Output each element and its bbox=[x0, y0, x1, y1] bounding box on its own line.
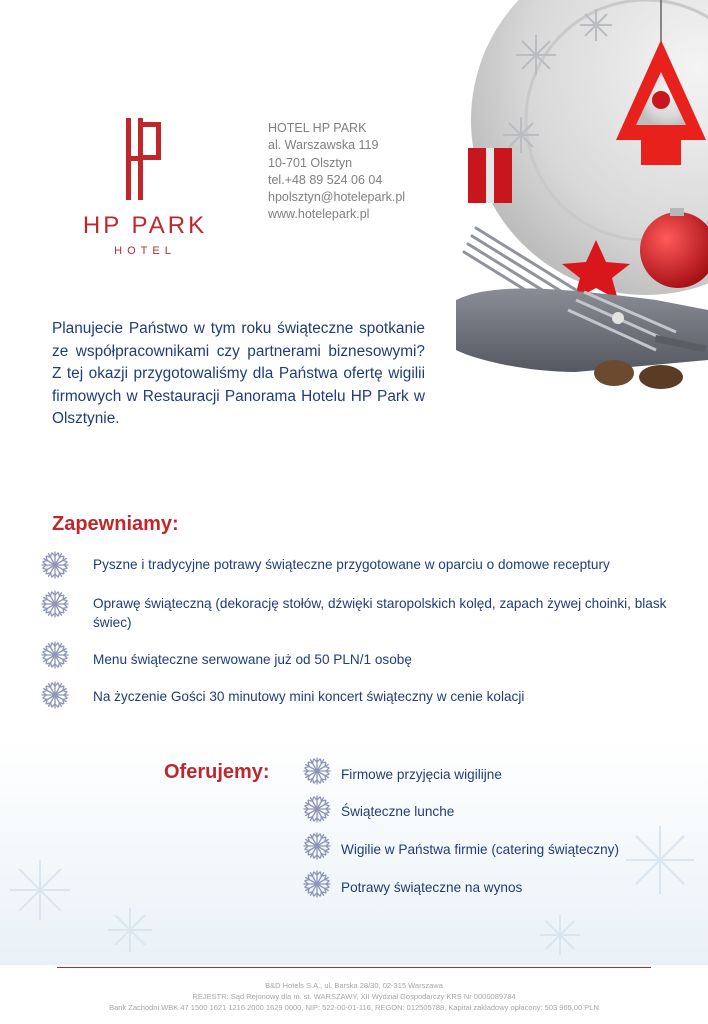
logo-brand-text: HP PARK bbox=[82, 212, 208, 239]
company-footer bbox=[0, 980, 708, 1013]
contact-hotel-name: HOTEL HP PARK bbox=[268, 121, 367, 135]
contact-website-link[interactable]: www.hotelepark.pl bbox=[268, 207, 370, 222]
footer-divider bbox=[57, 967, 651, 968]
snowflake-bullet-icon bbox=[40, 589, 70, 619]
zapewniamy-heading: Zapewniamy: bbox=[52, 513, 179, 535]
zapewniamy-item: Na życzenie Gości 30 minutowy mini koncert świąteczny w cenie kolacji bbox=[93, 689, 525, 704]
snowflake-bullet-icon bbox=[302, 831, 332, 861]
snowflake-bullet-icon bbox=[40, 550, 70, 580]
oferujemy-item: Wigilie w Państwa firmie (catering świąteczny) bbox=[341, 842, 619, 857]
contact-street: al. Warszawska 119 bbox=[268, 138, 379, 153]
snowflake-bullet-icon bbox=[302, 756, 332, 786]
footer-bank: Bank Zachodni WBK 47 1500 1621 1216 2000 1629 0000, NIP: 522-00-01-116, REGON: 012505788, Kapitał zakładowy opłacony: 503 965,00 PLN bbox=[109, 1003, 599, 1012]
snowflake-bullet-icon bbox=[302, 869, 332, 899]
zapewniamy-item: Menu świąteczne serwowane już od 50 PLN/1 osobę bbox=[93, 652, 412, 667]
intro-paragraph: Planujecie Państwo w tym roku świąteczne spotkanie ze współpracownikami czy partnerami biznesowymi? Z tej okazji przygotowaliśmy dla Państwa ofertę wigilii firmowych w Restauracji Panorama Hotelu HP Park w Olsztynie. bbox=[52, 320, 425, 428]
snowflake-bullet-icon bbox=[40, 640, 70, 670]
snowflake-bullet-icon bbox=[40, 680, 70, 710]
contact-phone[interactable]: tel.+48 89 524 06 04 bbox=[268, 172, 383, 187]
oferujemy-heading: Oferujemy: bbox=[164, 761, 270, 783]
contact-city: 10-701 Olsztyn bbox=[268, 155, 353, 170]
contact-email-link[interactable]: hpolsztyn@hotelepark.pl bbox=[268, 190, 406, 205]
oferujemy-item: Firmowe przyjęcia wigilijne bbox=[341, 767, 502, 782]
footer-address: B&D Hotels S.A., ul. Barska 28/30, 02-315 Warszawa bbox=[265, 981, 443, 990]
oferujemy-item: Potrawy świąteczne na wynos bbox=[341, 880, 523, 895]
snowflake-bullet-icon bbox=[302, 794, 332, 824]
footer-registry: REJESTR: Sąd Rejonowy dla m. st. WARSZAWY, XII Wydział Gospodarczy KRS Nr 0000089784 bbox=[192, 992, 516, 1001]
christmas-table-photo bbox=[456, 0, 708, 389]
hp-monogram-icon bbox=[126, 118, 166, 200]
zapewniamy-item: Pyszne i tradycyjne potrawy świąteczne przygotowane w oparciu o domowe receptury bbox=[93, 557, 610, 572]
hotel-logo bbox=[70, 118, 220, 263]
oferujemy-item: Świąteczne lunche bbox=[341, 804, 455, 819]
logo-sub-text: HOTEL bbox=[114, 245, 176, 257]
zapewniamy-item: Oprawę świąteczną (dekorację stołów, dźwięki staropolskich kolęd, zapach żywej choinki, blask świec) bbox=[93, 596, 667, 630]
contact-block bbox=[268, 120, 405, 224]
